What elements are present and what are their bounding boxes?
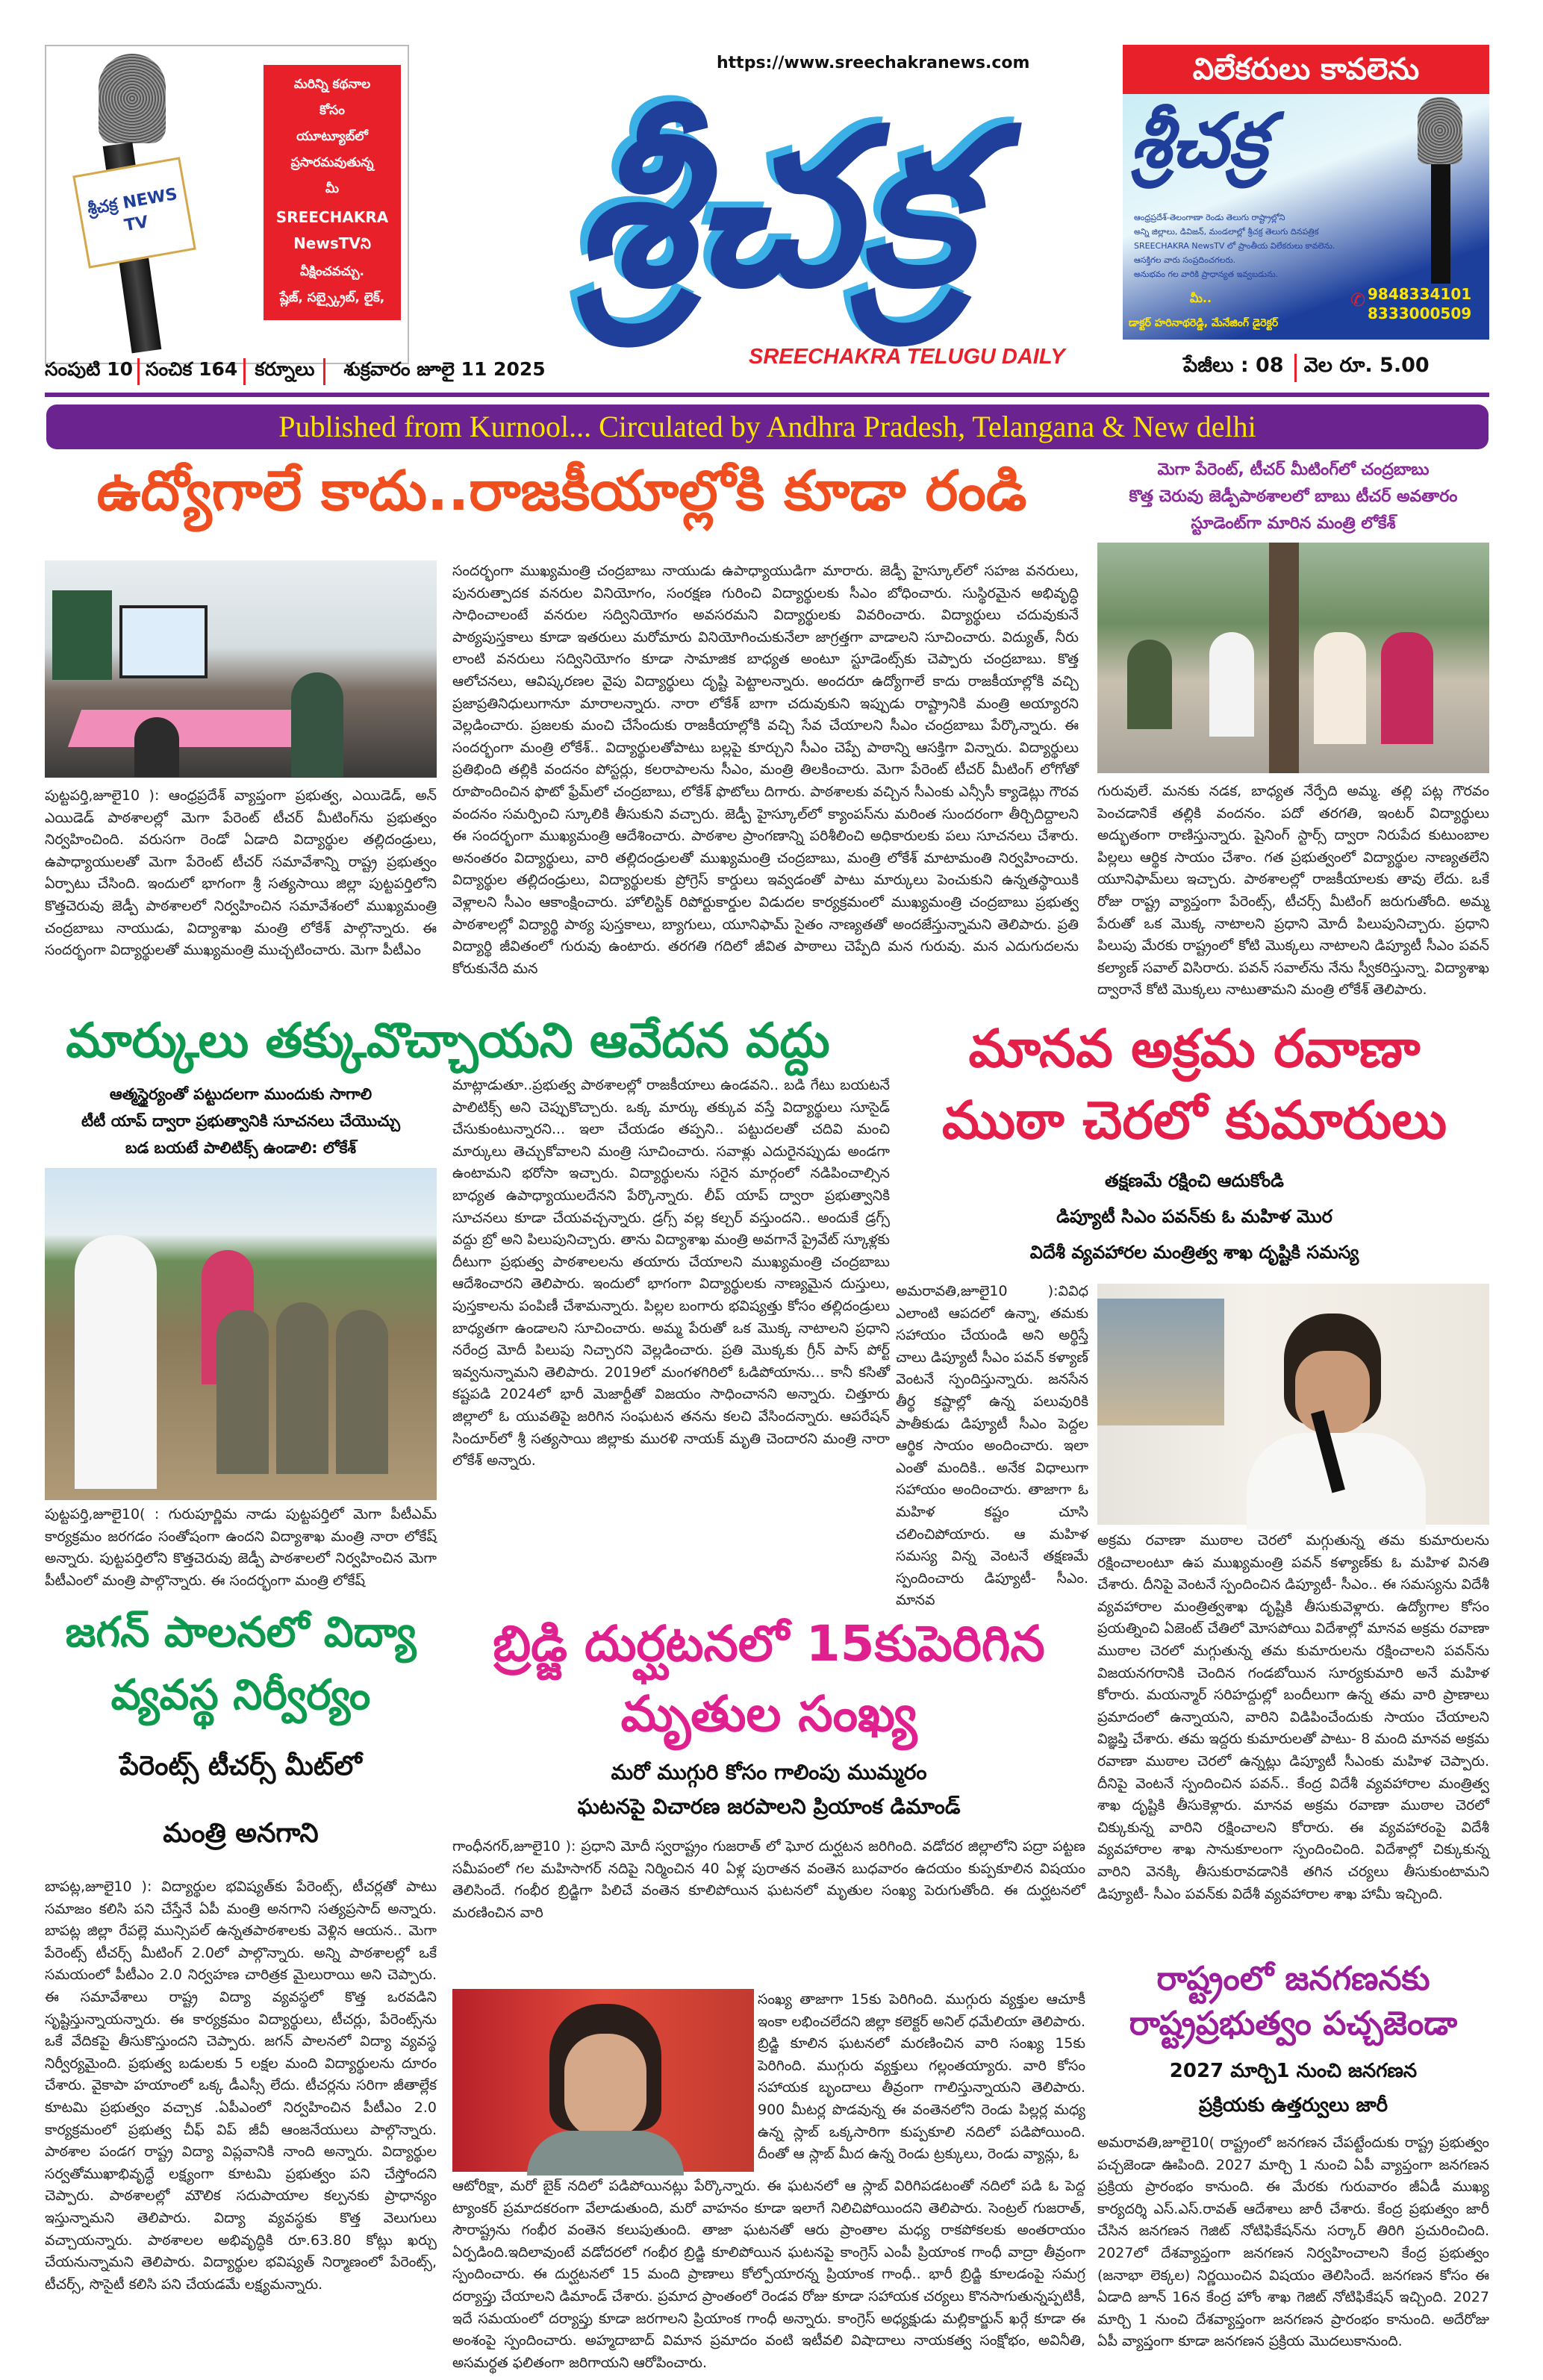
minister-students-photo <box>45 1168 437 1500</box>
bridge-headline[interactable]: బ్రిడ్జి దుర్ఘటనలో 15కుపెరిగిన మృతుల సంఖ్య <box>493 1615 1045 1743</box>
issue-number: సంచిక 164 <box>140 358 246 385</box>
issue-info <box>45 357 546 387</box>
newspaper-logo: శ్రీచక్ర <box>574 83 971 334</box>
microphone-icon <box>87 54 177 352</box>
phone-number: 9848334101 <box>1368 285 1472 303</box>
lead-body-main: సందర్భంగా ముఖ్యమంత్రి చంద్రబాబు నాయుడు ఉపాధ్యాయుడిగా మారారు. జెడ్పీ హైస్కూల్‌లో సహజ వనరులు, పునరుత్పాదక వనరుల వినియోగం, సంరక్షణ గురించి విద్యార్థులకు సీఎం బోధించారు. సుస్థిరమైన అభివృద్ధి సాధించాలంటే వనరుల సద్వినియోగం అవసరమని విద్యార్థులకు వివరించారు. విద్యార్థులు చదువుకునే పాఠ్యపుస్తకాలు కూడా ఇతరులు మరోమారు వినియోగించుకునేలా జాగ్రత్తగా వాడాలని సూచించారు. విద్యుత్, నీరు లాంటి వనరులు సద్వినియోగం కూడా సామాజిక బాధ్యత అంటూ స్టూడెంట్స్‌కు చెప్పారు చంద్రబాబు. కొత్త ఆలోచనలు, ఆవిష్కరణల వైపు విద్యార్థులు దృష్టి పెట్టాలన్నారు. అందరూ ఉద్యోగాలే కాదు రాజకీయాల్లోకి వచ్చి ప్రజాప్రతినిధులుగానూ మారాలన్నారు. నారా లోకేశ్ బాగా చదువుకుని ఇప్పుడు రాష్ట్రానికి మంత్రి అయ్యారని వెల్లడించారు. ప్రజలకు మంచి చేసేందుకు రాజకీయాల్లోకి వచ్చి సేవ చేయాలని సీఎం చంద్రబాబు పేర్కొన్నారు. ఈ సందర్భంగా మంత్రి లోకేశ్.. విద్యార్థులతోపాటు బల్లపై కూర్చుని సీఎం చెప్పే పాఠాన్ని ఆసక్తిగా విన్నారు. విద్యార్థులు ప్రతిభింది తల్లికి వందనం పోస్టర్లు, కలరాపాలను సీఎం, మంత్రి తిలకించారు. మెగా పేరెంట్ టీచర్ మీటింగ్ లోగోతో రూపొందించిన ఫొటో ఫ్రేమ్‌లో చంద్రబాబు, లోకేశ్ ఫొటోలు దిగారు. పాఠశాలకు వచ్చిన సీఎంకు ఎన్సీసీ క్యాడెట్లు గౌరవ వందనం సమర్పించి స్కూలికి తీసుకుని వచ్చారు. జెడ్పీ హైస్కూల్‌లో క్యాంపస్‌ను మరింత సుందరంగా తీర్చిదిద్దాలని ఈ సందర్భంగా ముఖ్యమంత్రి ఆదేశించారు. పాఠశాల ప్రాంగణాన్ని పరిశీలించి అధికారులకు పలు సూచనలు చేశారు. అనంతరం విద్యార్థులు, వారి తల్లిదండ్రులతో ముఖ్యమంత్రి చంద్రబాబు, మంత్రి లోకేశ్ మాటామంతి నిర్వహించారు. విద్యార్థుల తల్లిదండ్రులు, విద్యార్థులకు ప్రోగ్రెస్ కార్డులు ఇవ్వడంతో పాటు మార్కులు పెంచుకుని ఉన్నతస్థాయికి వెళ్లాలని సీఎం ఆకాంక్షించారు. హోలిస్టిక్ రిపోర్టుకార్డుల విడుదల కార్యక్రమంలో ముఖ్యమంత్రి చంద్రబాబు ప్రభుత్వ పాఠశాలల్లో విద్యార్థి పాఠ్య పుస్తకాలు, బ్యాగులు, యూనిఫామ్ సైతం నాణ్యతతో అందజేస్తున్నామని తెలిపారు. ప్రతి విద్యార్థి జీవితంలో గురువు ఉంటారు. తరగతి గదిలో జీవిత పాఠాలు చెప్పేది మన గురువు. మన ఎదుగుదలను కోరుకునేది మన <box>452 563 1079 977</box>
ad-logo: శ్రీచక్ర <box>1130 97 1268 184</box>
priyanka-gandhi-photo <box>452 1989 754 2172</box>
census-body: అమరావతి,జూలై10( రాష్ట్రంలో జనగణన చేపట్టేందుకు రాష్ట్ర ప్రభుత్వం పచ్చజెండా ఊపింది. 2027 మార్చి 1 నుంచి ఏపీ వ్యాప్తంగా జనగణన ప్రక్రియ ప్రారంభం కానుంది. ఈ మేరకు గురువారం జీఏడీ ముఖ్య కార్యదర్శి ఎస్.ఎస్.రావత్ ఆదేశాలు జారీ చేశారు. కేంద్ర ప్రభుత్వం జారీ చేసిన జనగణన గెజిట్ నోటిఫికేషన్‌ను సర్కార్ తిరిగి ప్రచురించింది. 2027లో దేశవ్యాప్తంగా జనగణన నిర్వహించాలని కేంద్ర ప్రభుత్వం (జనాభా లెక్కల) నిర్ణయించిన విషయం తెలిసిందే. జనగణన కోసం ఈ ఏడాది జూన్ 16న కేంద్ర హోం శాఖ గెజిట్ నోటిఫికేషన్ ఇచ్చింది. 2027 మార్చి 1 నుంచి దేశవ్యాప్తంగా జనగణన ప్రారంభం కానుంది. అదేరోజు ఏపీ వ్యాప్తంగా కూడా జనగణన ప్రక్రియ మొదలుకానుంది. <box>1097 2134 1489 2350</box>
ad-heading: విలేకరులు కావలెను <box>1123 45 1489 94</box>
circulation-banner: Published from Kurnool... Circulated by Andhra Pradesh, Telangana & New delhi <box>46 405 1489 449</box>
census-headline[interactable]: రాష్ట్రంలో జనగణనకు రాష్ట్రప్రభుత్వం పచ్చజెండా <box>1129 1960 1458 2043</box>
site-url[interactable]: https://www.sreechakranews.com <box>717 54 1030 72</box>
tagline: SREECHAKRA TELUGU DAILY <box>749 345 1065 369</box>
right-ad: విలేకరులు కావలెను శ్రీచక్ర ఆంధ్రప్రదేశ్-తెలంగాణా రెండు తెలుగు రాష్ట్రాల్లోని అన్ని జిల్లాలు, డివిజన్, మండలాల్లో శ్రీచక్ర తెలుగు దినపత్రిక SREECHAKRA NewsTV లో ప్రాంతీయ విలేకరులు కావలెను. ఆసక్తిగల వారు సంప్రదించగలరు. అనుభవం గల వారికి ప్రాధాన్యత ఇవ్వబడును. మీ.. డాక్టర్ హరినాథరెడ్డి, మేనేజింగ్ డైరెక్టర్ ✆ 9848334101 8333000509 <box>1123 45 1489 340</box>
promo-box: మరిన్ని కథనాల కోసం యూట్యూబ్‌లో ప్రసారమవుతున్న మీ SREECHAKRA NewsTVని వీక్షించవచ్చు. ష్లేజ్, సబ్స్క్రైబ్, లైక్, <box>264 65 401 320</box>
jagan-headline[interactable]: జగన్ పాలనలో విద్యా వ్యవస్థ నిర్వీర్యం <box>65 1608 417 1720</box>
marks-headline[interactable]: మార్కులు తక్కువొచ్చాయని ఆవేదన వద్దు <box>66 1013 830 1069</box>
page-count: పేజీలు : 08 వెల రూ. 5.00 <box>1183 351 1430 384</box>
bridge-body-side: సంఖ్య తాజాగా 15కు పెరిగింది. ముగ్గురు వ్యక్తుల ఆచూకీ ఇంకా లభించలేదని జిల్లా కలెక్టర్ అనిల్ ధమేలియా తెలిపారు. బ్రిడ్జి కూలిన ఘటనలో మరణించిన వారి సంఖ్య 15కు పెరిగింది. ముగ్గురు వ్యక్తులు గల్లంతయ్యారు. వారి కోసం సహాయక బృందాలు తీవ్రంగా గాలిస్తున్నాయని తెలిపారు. 900 మీటర్ల పొడవున్న ఈ వంతెనలోని రెండు పిల్లర్ల మధ్య ఉన్న స్లాబ్ ఒక్కసారిగా కుప్పకూలి నదిలో పడిపోయింది. దీంతో ఆ స్లాబ్ మీద ఉన్న రెండు ట్రక్కులు, రెండు వ్యాన్లు, ఓ <box>758 1991 1085 2163</box>
bridge-body-bottom: ఆటోరిక్షా, మరో బైక్ నదిలో పడిపోయినట్లు పేర్కొన్నారు. ఈ ఘటనలో ఆ స్లాబ్ విరిగిపడటంతో నదిలో పడి ఓ పెద్ద ట్యాంకర్ ప్రమాదకరంగా వేలాడుతుంది, మరో వాహనం కూడా ఇలాగే నిలిచిపోయిందని తెలిపారు. సెంట్రల్ గుజరాత్, సౌరాష్ట్రను గంభీర వంతెన కలుపుతుంది. తాజా ఘటనతో ఆరు ప్రాంతాల మధ్య రాకపోకలకు అంతరాయం ఏర్పడింది.ఇదిలావుంటే వడోదరలో గంభీర బ్రిడ్జి కూలిపోయిన ఘటనపై కాంగ్రెస్ ఎంపీ ప్రియాంక గాంధీ వాద్రా తీవ్రంగా స్పందించారు. ఈ దుర్ఘటనలో 15 మంది ప్రాణాలు కోల్పోయారన్న ప్రియాంక గాంధీ.. భారీ బ్రిడ్జి కూలడంపై సమగ్ర దర్యాప్తు చేయాలని డిమాండ్ చేశారు. ప్రమాద ప్రాంతంలో రెండవ రోజు కూడా సహాయక చర్యలు కొనసాగుతున్నప్పటికీ, ఇదే సమయంలో దర్యాప్తు కూడా జరగాలని ప్రియాంక గాంధీ అన్నారు. కాంగ్రెస్ అధ్యక్షుడు మల్లికార్జున్ ఖర్గే కూడా ఈ అంశంపై స్పందించారు. అహ్మదాబాద్ విమాన ప్రమాదం వంటి ఇటీవలి విషాదాలు నాయకత్వ సంక్షోభం, అవినీతి, అసమర్థత ఫలితంగా జరిగాయని ఆరోపించారు. <box>452 2178 1085 2371</box>
trafficking-subheads: తక్షణమే రక్షించి ఆదుకోండి డిప్యూటీ సిఎం పవన్‌కు ఓ మహిళ మొర విదేశీ వ్యవహారల మంత్రిత్వ శాఖ దృష్టికి సమస్య <box>1029 1170 1359 1263</box>
contact-name: డాక్టర్ హరినాథరెడ్డి, మేనేజింగ్ డైరెక్టర్ <box>1129 317 1279 329</box>
volume: సంపుటి 10 <box>45 358 140 385</box>
city: కర్నూలు <box>246 358 325 385</box>
date: శుక్రవారం జూలై 11 2025 <box>343 358 546 380</box>
marks-body-mid: మాట్లాడుతూ..ప్రభుత్వ పాఠశాలల్లో రాజకీయాలు ఉండవని.. బడి గేటు బయటనే పాలిటిక్స్ అని చెప్పుకొచ్చారు. ఒక్క మార్కు తక్కువ వస్తే విద్యార్థులు సూసైడ్ చేసుకుంటున్నారని... ఇలా చేయడం తప్పని.. పట్టుదలతో చదివి మంచి మార్కులు తెచ్చుకోవాలని మంత్రి సూచించారు. సవాళ్లు ఎదురైనప్పుడు అండగా ఉంటామని భరోసా ఇచ్చారు. విద్యార్థులను సరైన మార్గంలో నడిపించాల్సిన బాధ్యత ఉపాధ్యాయులదేనని పేర్కొన్నారు. లీప్ యాప్ ద్వారా ప్రభుత్వానికి సూచనలు కూడా చేయవచ్చన్నారు. డ్రగ్స్ వల్ల కల్చర్ వస్తుందని.. అందుకే డ్రగ్స్ వద్దు బ్రో అని పిలుపునిచ్చారు. తాను విద్యాశాఖ మంత్రి అవగానే ప్రైవేట్ స్కూళ్లకు దీటుగా ప్రభుత్వ పాఠశాలలను తయారు చేయాలని ముఖ్యమంత్రి చంద్రబాబు ఆదేశించారని తెలిపారు. ఇందులో భాగంగా విద్యార్థులకు నాణ్యమైన దుస్తులు, పుస్తకాలను పంపిణీ చేశామన్నారు. పిల్లల బంగారు భవిష్యత్తు కోసం తల్లిదండ్రులు బాధ్యతగా ఉండాలని సూచించారు. అమ్మ పేరుతో ఒక మొక్క నాటాలని ప్రధాని నరేంద్ర మోదీ పిలుపు నిచ్చారని వెల్లడించారు. ప్రతి మొక్కకు గ్రీన్ పాస్ పోర్ట్ ఇవ్వనున్నామని తెలిపారు. 2019లో మంగళగిరిలో ఓడిపోయాను... కానీ కసితో కష్టపడి 2024లో భారీ మెజార్టీతో విజయం సాధించానని అన్నారు. చిత్తూరు జిల్లాలో ఓ యువతిపై జరిగిన సంఘటన తనను కలచి వేసిందన్నారు. ఆపరేషన్ సిందూర్‌లో శ్రీ సత్యసాయి జిల్లాకు మురళి నాయక్ మృతి చెందారని మంత్రి నారా లోకేశ్ అన్నారు. <box>452 1077 890 1469</box>
census-subheads: 2027 మార్చి1 నుంచి జనగణన ప్రక్రియకు ఉత్తర్వులు జారీ <box>1169 2060 1418 2117</box>
deputy-cm-photo <box>1097 1284 1489 1525</box>
jagan-subheads: పేరెంట్స్ టీచర్స్ మీట్‌లో మంత్రి అనగాని <box>119 1751 362 1849</box>
mic-flag: శ్రీచక్ర NEWS TV <box>72 157 196 268</box>
microphone-icon <box>1418 97 1470 284</box>
phone-icon: ✆ <box>1350 290 1366 310</box>
trafficking-headline[interactable]: మానవ అక్రమ రవాణా ముఠా చెరలో కుమారులు <box>941 1018 1447 1151</box>
trafficking-body-right: అక్రమ రవాణా ముఠాల చెరలో మగ్గుతున్న తమ కుమారులను రక్షించాలంటూ ఉప ముఖ్యమంత్రి పవన్ కళ్యాణ్‌కు ఓ మహిళ వినతి చేశారు. దీనిపై వెంటనే స్పందించిన డిప్యూటీ- సీఎం.. ఈ సమస్యను విదేశీ వ్యవహారాల మంత్రిత్వశాఖ దృష్టికి తీసుకువెళ్లారు. ఉద్యోగాల కోసం ప్రయత్నించి ఏజెంట్ చేతిలో మోసపోయి విదేశాల్లో మానవ అక్రమ రవాణా ముఠాల చెరలో మగ్గుతున్న తమ కుమారులను రక్షించాలని పవన్‌ను విజయనగరానికి చెందిన గండబోయిన సూర్యకుమారి అనే మహిళ కోరారు. మయన్మార్ సరిహద్దుల్లో బందీలుగా ఉన్న తమ వారి ప్రాణాలు ప్రమాదంలో ఉన్నాయని, వారిని విడిపించేందుకు సాయం చేయాలని విజ్ఞప్తి చేశారు. తమ ఇద్దరు కుమారులతో పాటు- 8 మంది మానవ అక్రమ రవాణా ముఠాల చెరలో ఉన్నట్లు డిప్యూటీ సీఎంకు మహిళ చెప్పారు. దీనిపై వెంటనే స్పందించిన పవన్.. కేంద్ర విదేశీ వ్యవహారాల మంత్రిత్వ శాఖ దృష్టికి తీసుకెళ్లారు. మానవ అక్రమ రవాణా ముఠాల చెరలో చిక్కుకున్న వారిని రక్షించాలని కోరారు. ఈ వ్యవహారంపై విదేశీ వ్యవహారాల శాఖ సానుకూలంగా స్పందించింది. విదేశాల్లో చిక్కుకున్న వారిని వెనక్కి తీసుకురావడానికి తగిన చర్యలు తీసుకుంటామని డిప్యూటీ- సీఎం పవన్‌కు విదేశీ వ్యవహారాల శాఖ హామీ ఇచ్చింది. <box>1097 1532 1489 1902</box>
jagan-body: బాపట్ల,జూలై10 ): విద్యార్థుల భవిష్యత్‌కు పేరెంట్స్, టీచర్లతో పాటు సమాజం కలిసి పని చేస్తేనే ఏపీ మంత్రి అనగాని సత్యప్రసాద్ అన్నారు. బాపట్ల జిల్లా రేపల్లె మున్సిపల్ ఉన్నతపాఠశాలకు వెళ్లిన ఆయన.. మెగా పేరెంట్స్ టీచర్స్ మీటింగ్ 2.0లో పాల్గొన్నారు. అన్ని పాఠశాలల్లో ఒకే సమయంలో పీటీఎం 2.0 నిర్వహణ చారిత్రక మైలురాయి అని చెప్పారు. ఈ సమావేశాలు రాష్ట్ర విద్యా వ్యవస్థలో కొత్త ఒరవడిని సృష్టిస్తున్నాయన్నారు. ఈ కార్యక్రమం విద్యార్థులు, టీచర్లు, పేరెంట్స్‌ను ఒకే వేదికపై తీసుకొస్తుందని చెప్పారు. జగన్ పాలనలో విద్యా వ్యవస్థ నిర్వీర్యమైంది. ప్రభుత్వ బడులకు 5 లక్షల మంది విద్యార్థులను దూరం చేశారు. వైకాపా హయాంలో ఒక్క డీఎస్సీ లేదు. టీచర్లను సరిగా జీతాల్లేక కూటమి ప్రభుత్వం వచ్చాక .ఏపీఎంలో నిర్వహించిన పీటీఎం 2.0 కార్యక్రమంలో ప్రభుత్వ చీఫ్ విప్ జీవీ ఆంజనేయులు పాల్గొన్నారు. పాఠశాల పండగ రాష్ట్ర విద్యా విప్లవానికి నాంది అన్నారు. విద్యార్థుల సర్వతోముఖాభివృద్ధే లక్ష్యంగా కూటమి ప్రభుత్వం పని చేస్తోందని చెప్పారు. పాఠశాలల్లో మౌలిక సదుపాయాల కల్పనకు ప్రాధాన్యం ఇస్తున్నామని తెలిపారు. విద్యా వ్యవస్థకు కొత్త వెలుగులు వచ్చాయన్నారు. పాఠశాలల అభివృద్ధికి రూ.63.80 కోట్లు ఖర్చు చేయనున్నామని తెలిపారు. విద్యార్థుల భవిష్యత్ నిర్మాణంలో పేరెంట్స్, టీచర్స్, సొసైటీ కలిసి పని చేయడమే లక్ష్యమన్నారు. <box>45 1878 437 2293</box>
lead-body-right: గురువులే. మనకు నడక, బాధ్యత నేర్పేది అమ్మ. తల్లి పట్ల గౌరవం పెంచడానికే తల్లికి వందనం. పదో తరగతి, ఇంటర్ విద్యార్థులు అద్భుతంగా రాణిస్తున్నారు. షైనింగ్ స్టార్స్ ద్వారా నిరుపేద కుటుంబాల పిల్లలు ఆర్థిక సాయం చేశాం. గత ప్రభుత్వంలో విద్యార్థుల నాణ్యతలేని యూనిఫామ్‌లు ఇచ్చారు. పాఠశాలల్లో రాజకీయాలకు తావు లేదు. ఒకే రోజు రాష్ట్ర వ్యాప్తంగా పేరెంట్స్, టీచర్స్ మీటింగ్ జరుగుతోంది. అమ్మ పేరుతో ఒక మొక్క నాటాలని ప్రధాని మోదీ పిలుపునిచ్చారు. ప్రధాని పిలుపు మేరకు రాష్ట్రంలో కోటి మొక్కలు నాటాలని డిప్యూటీ సీఎం పవన్ కల్యాణ్ సవాల్ విసిరారు. పవన్ సవాల్‌ను నేను స్వీకరిస్తున్నా. విద్యాశాఖ ద్వారానే కోటి మొక్కలు నాటుతామని మంత్రి లోకేశ్ తెలిపారు. <box>1097 783 1489 999</box>
divider <box>45 393 1489 397</box>
chief-minister-students-photo <box>1097 543 1489 773</box>
marks-body-left: పుట్టపర్తి,జూలై10( : గురుపూర్ణిమ నాడు పుట్టపర్తిలో మెగా పీటీఎమ్ కార్యక్రమం జరగడం సంతోషంగా ఉందని విద్యాశాఖ మంత్రి నారా లోకేష్ అన్నారు. పుట్టపర్తిలోని కొత్తచెరువు జెడ్పీ పాఠశాలలో నిర్వహించిన మెగా పీటీఎంలో మంత్రి పాల్గొన్నారు. ఈ సందర్భంగా మంత్రి లోకేష్ <box>45 1506 437 1589</box>
classroom-photo <box>45 560 437 778</box>
lead-headline[interactable]: ఉద్యోగాలే కాదు..రాజకీయాల్లోకి కూడా రండి <box>96 459 1027 523</box>
lead-body-left: పుట్టపర్తి,జూలై10 ): ఆంధ్రప్రదేశ్ వ్యాప్తంగా ప్రభుత్వ, ఎయిడెడ్, అన్ ఎయిడెడ్ పాఠశాలల్లో మెగా పేరెంట్ టీచర్ మీటింగ్‌ను ప్రభుత్వం నిర్వహించింది. వరుసగా రెండో ఏడాది విద్యార్థుల తల్లిదండ్రులు, ఉపాధ్యాయులతో మెగా పేరెంట్ టీచర్ సమావేశాన్ని రాష్ట్ర ప్రభుత్వం ఏర్పాటు చేసింది. ఇందులో భాగంగా శ్రీ సత్యసాయి జిల్లా పుట్టపర్తిలోని కొత్తచెరువు జెడ్పీ పాఠశాలలో నిర్వహించిన సమావేశంలో ముఖ్యమంత్రి చంద్రబాబు నాయుడు, విద్యాశాఖ మంత్రి లోకేశ్ పాల్గొన్నారు. ఈ సందర్భంగా విద్యార్థులతో ముఖ్యమంత్రి ముచ్చటించారు. మెగా పీటీఎం <box>45 787 437 959</box>
marks-subheads: ఆత్మస్థైర్యంతో పట్టుదలగా ముందుకు సాగాలి టీటీ యాప్ ద్వారా ప్రభుత్వానికి సూచనలు చేయొచ్చు బడ బయటే పాలిటిక్స్ ఉండాలి: లోకేశ్ <box>81 1085 401 1157</box>
trafficking-body-left: అమరావతి,జూలై10 ):వివిధ ఎలాంటి ఆపదలో ఉన్నా, తమకు సహాయం చేయండి అని అర్థిస్తే చాలు డిప్యూటీ సీఎం పవన్ కళ్యాణ్ వెంటనే స్పందిస్తున్నారు. జనసేన తీర్థ కష్టాల్లో ఉన్న పలువురికి పాతీకుడు డిప్యూటీ సీఎం పెద్దల ఆర్థిక సాయం అందించారు. ఇలా ఎంతో మందికి.. అనేక విధాలుగా సహాయం అందించారు. తాజాగా ఓ మహిళ కష్టం చూసి చలించిపోయారు. ఆ మహిళ సమస్య విన్న వెంటనే తక్షణమే స్పందించారు డిప్యూటీ- సీఎం. మానవ <box>896 1283 1088 1609</box>
left-ad <box>45 45 409 364</box>
lead-side-heads: మెగా పేరెంట్, టీచర్ మీటింగ్‌లో చంద్రబాబు కొత్త చెరువు జెడ్పీపాఠశాలలో బాబు టీచర్ అవతారం స్టూడెంట్‌గా మారిన మంత్రి లోకేశ్ <box>1129 460 1458 533</box>
phone-number: 8333000509 <box>1368 304 1472 322</box>
ad-text: ఆంధ్రప్రదేశ్-తెలంగాణా రెండు తెలుగు రాష్ట్రాల్లోని అన్ని జిల్లాలు, డివిజన్, మండలాల్లో శ్రీచక్ర తెలుగు దినపత్రిక SREECHAKRA NewsTV లో ప్రాంతీయ విలేకరులు కావలెను. ఆసక్తిగల వారు సంప్రదించగలరు. అనుభవం గల వారికి ప్రాధాన్యత ఇవ్వబడును. <box>1134 213 1335 279</box>
price: వెల రూ. 5.00 <box>1303 353 1430 377</box>
bridge-body-top: గాంధీనగర్,జూలై10 ): ప్రధాని మోదీ స్వరాష్ట్రం గుజరాత్ లో ఘోర దుర్ఘటన జరిగింది. వడోదర జిల్లాలోని పద్రా పట్టణ సమీపంలో గల మహిసాగర్ నదిపై నిర్మించిన 40 ఏళ్ల పురాతన వంతెన బుధవారం ఉదయం కుప్పకూలిన విషయం తెలిసిందే. గంభీర బ్రిడ్జిగా పిలిచే వంతెన కూలిపోయిన ఘటనలో మృతుల సంఖ్య పెరుగుతోంది. ఈ దుర్ఘటనలో మరణించిన వారి <box>452 1838 1085 1921</box>
bridge-subheads: మరో ముగ్గురి కోసం గాలింపు ముమ్మరం ఘటనపై విచారణ జరపాలని ప్రియాంక డిమాండ్ <box>577 1760 961 1819</box>
